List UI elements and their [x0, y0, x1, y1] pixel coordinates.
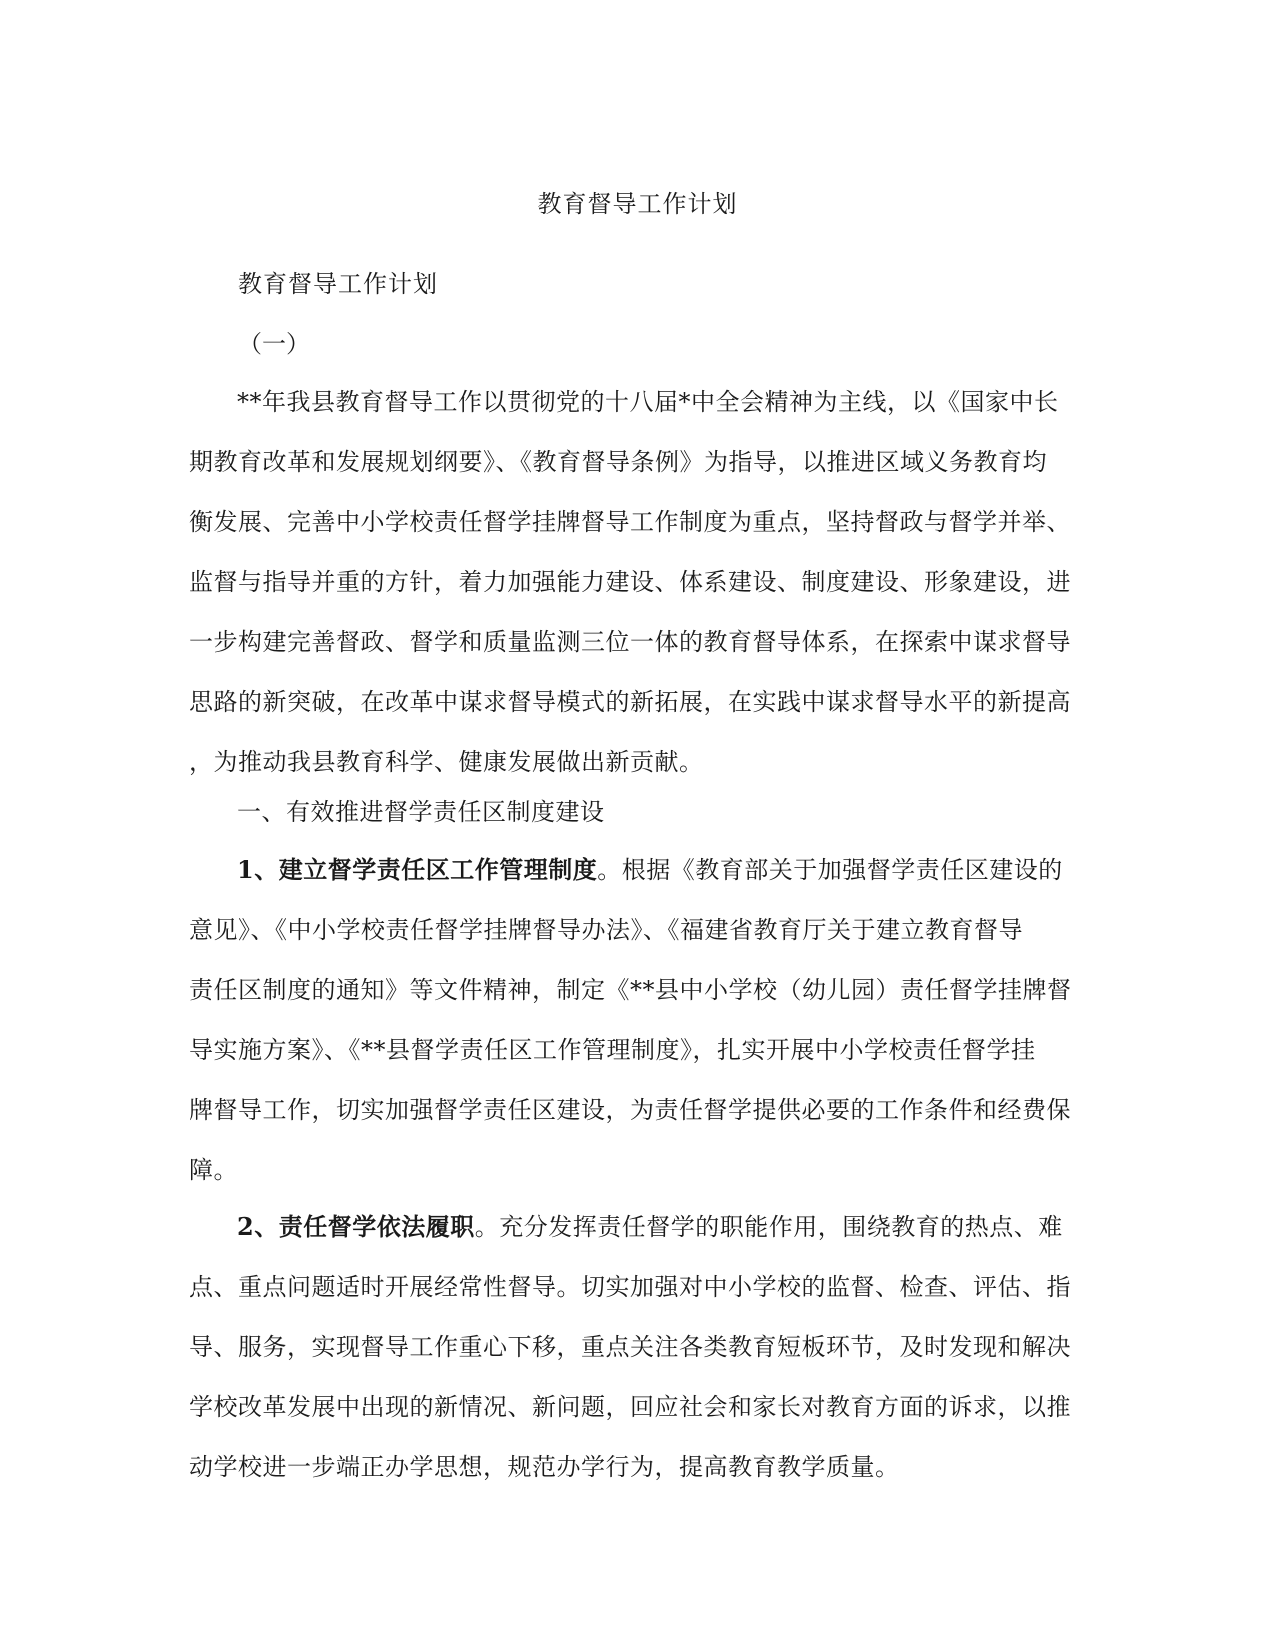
item1-line: 导实施方案》、《**县督学责任区工作管理制度》，扎实开展中小学校责任督学挂	[189, 1036, 1036, 1064]
item1-first-line-text: 。根据《教育部关于加强督学责任区建设的	[597, 856, 1063, 884]
item2-first-line-text: 。充分发挥责任督学的职能作用，围绕教育的热点、难	[474, 1213, 1063, 1241]
intro-line: 思路的新突破，在改革中谋求督导模式的新拓展，在实践中谋求督导水平的新提高	[189, 688, 1071, 716]
intro-line: 监督与指导并重的方针，着力加强能力建设、体系建设、制度建设、形象建设，进	[189, 568, 1071, 596]
item1-first-line	[189, 840, 1085, 900]
item2-heading: 2、责任督学依法履职	[237, 1212, 475, 1241]
item2-line: 点、重点问题适时开展经常性督导。切实加强对中小学校的监督、检查、评估、指	[189, 1273, 1071, 1301]
item1-line: 障。	[189, 1156, 238, 1184]
item2-line: 动学校进一步端正办学思想，规范办学行为，提高教育教学质量。	[189, 1453, 900, 1481]
item1-line: 牌督导工作，切实加强督学责任区建设，为责任督学提供必要的工作条件和经费保	[189, 1096, 1071, 1124]
item2-line: 导、服务，实现督导工作重心下移，重点关注各类教育短板环节，及时发现和解决	[189, 1333, 1071, 1361]
intro-line: 衡发展、完善中小学校责任督学挂牌督导工作制度为重点，坚持督政与督学并举、	[189, 508, 1071, 536]
item2-first-line	[189, 1197, 1085, 1257]
item2-paragraph	[189, 1197, 1085, 1497]
item1-heading: 1、建立督学责任区工作管理制度	[237, 855, 598, 884]
document-title: 教育督导工作计划	[537, 190, 738, 218]
intro-line: 一步构建完善督政、督学和质量监测三位一体的教育督导体系，在探索中谋求督导	[189, 628, 1071, 656]
item1-line: 意见》、《中小学校责任督学挂牌督导办法》、《福建省教育厅关于建立教育督导	[189, 916, 1023, 944]
item2-line: 学校改革发展中出现的新情况、新问题，回应社会和家长对教育方面的诉求，以推	[189, 1393, 1071, 1421]
intro-line: **年我县教育督导工作以贯彻党的十八届*中全会精神为主线，以《国家中长	[237, 388, 1059, 416]
section-heading: 一、有效推进督学责任区制度建设	[237, 798, 605, 826]
document-subtitle: 教育督导工作计划	[238, 270, 438, 298]
intro-line: 期教育改革和发展规划纲要》、《教育督导条例》为指导，以推进区域义务教育均	[189, 448, 1047, 476]
item1-paragraph	[189, 840, 1085, 1200]
intro-paragraph	[189, 372, 1085, 792]
intro-line: ，为推动我县教育科学、健康发展做出新贡献。	[189, 748, 704, 776]
item1-line: 责任区制度的通知》等文件精神，制定《**县中小学校（幼儿园）责任督学挂牌督	[189, 976, 1072, 1004]
part-label: （一）	[238, 330, 310, 358]
section-heading-block	[189, 782, 1085, 842]
